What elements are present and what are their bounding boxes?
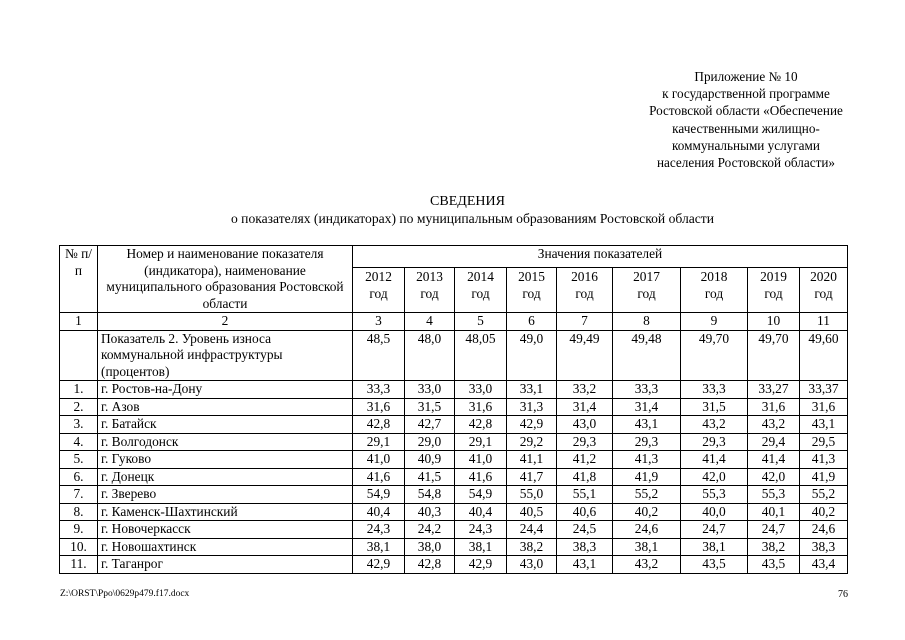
header-year: 2015 xyxy=(518,268,545,284)
table-row xyxy=(60,398,848,416)
value-cell: 29,2 xyxy=(507,433,557,451)
value-cell: 55,2 xyxy=(800,486,848,504)
value-cell: 31,6 xyxy=(748,398,800,416)
value-cell: 29,1 xyxy=(353,433,405,451)
row-num: 9. xyxy=(60,521,98,539)
municipality-name: г. Новочеркасск xyxy=(98,521,353,539)
value-cell: 41,1 xyxy=(507,451,557,469)
table-row xyxy=(60,521,848,539)
row-num: 6. xyxy=(60,468,98,486)
value-cell: 31,6 xyxy=(353,398,405,416)
municipality-name: г. Таганрог xyxy=(98,556,353,574)
table-row xyxy=(60,451,848,469)
value-cell: 42,8 xyxy=(353,416,405,434)
appendix-line: коммунальными услугами xyxy=(672,137,820,153)
value-cell: 41,0 xyxy=(455,451,507,469)
header-year-unit: год xyxy=(764,286,783,302)
table-row xyxy=(60,468,848,486)
value-cell: 54,8 xyxy=(405,486,455,504)
header-year: 2017 xyxy=(633,268,660,284)
value-cell: 33,1 xyxy=(507,381,557,399)
value-cell: 24,7 xyxy=(748,521,800,539)
value-cell: 42,8 xyxy=(405,556,455,574)
value-cell: 29,0 xyxy=(405,433,455,451)
header-year-cell xyxy=(455,267,507,312)
value-cell: 24,3 xyxy=(353,521,405,539)
municipality-name: г. Волгодонск xyxy=(98,433,353,451)
value-cell: 31,6 xyxy=(455,398,507,416)
value-cell: 38,1 xyxy=(353,538,405,556)
indicator-value: 48,0 xyxy=(405,330,455,381)
value-cell: 33,2 xyxy=(557,381,613,399)
value-cell: 43,0 xyxy=(557,416,613,434)
value-cell: 41,6 xyxy=(455,468,507,486)
value-cell: 38,1 xyxy=(455,538,507,556)
value-cell: 41,9 xyxy=(800,468,848,486)
value-cell: 38,0 xyxy=(405,538,455,556)
municipality-name: г. Гуково xyxy=(98,451,353,469)
row-num: 11. xyxy=(60,556,98,574)
row-num: 8. xyxy=(60,503,98,521)
header-year-cell xyxy=(681,267,748,312)
header-values-group: Значения показателей xyxy=(353,246,848,268)
indicator-row xyxy=(60,330,848,381)
header-year: 2018 xyxy=(700,268,728,284)
indicator-name: Показатель 2. Уровень износа коммунальной инфраструктуры (процентов) xyxy=(98,330,353,381)
document-subtitle: о показателях (индикаторах) по муниципальным образованиям Ростовской области xyxy=(230,211,715,226)
header-year-unit: год xyxy=(637,286,656,302)
header-year-cell xyxy=(748,267,800,312)
value-cell: 29,3 xyxy=(557,433,613,451)
value-cell: 31,4 xyxy=(557,398,613,416)
indicator-value: 49,70 xyxy=(681,330,748,381)
row-num: 1. xyxy=(60,381,98,399)
indicator-value: 48,5 xyxy=(353,330,405,381)
header-year: 2019 xyxy=(760,268,787,284)
value-cell: 33,3 xyxy=(681,381,748,399)
value-cell: 40,2 xyxy=(613,503,681,521)
value-cell: 40,1 xyxy=(748,503,800,521)
column-number: 5 xyxy=(455,313,507,331)
value-cell: 40,9 xyxy=(405,451,455,469)
header-year: 2016 xyxy=(571,268,598,284)
value-cell: 54,9 xyxy=(455,486,507,504)
value-cell: 29,3 xyxy=(613,433,681,451)
value-cell: 43,1 xyxy=(800,416,848,434)
header-year-unit: год xyxy=(522,286,541,302)
appendix-line: населения Ростовской области» xyxy=(656,155,836,171)
row-num: 10. xyxy=(60,538,98,556)
value-cell: 29,3 xyxy=(681,433,748,451)
value-cell: 24,2 xyxy=(405,521,455,539)
value-cell: 41,4 xyxy=(681,451,748,469)
header-year-cell xyxy=(507,267,557,312)
value-cell: 24,7 xyxy=(681,521,748,539)
value-cell: 41,7 xyxy=(507,468,557,486)
value-cell: 38,3 xyxy=(557,538,613,556)
indicator-value: 48,05 xyxy=(455,330,507,381)
value-cell: 41,5 xyxy=(405,468,455,486)
header-year-cell xyxy=(405,267,455,312)
indicator-value: 49,0 xyxy=(507,330,557,381)
value-cell: 41,9 xyxy=(613,468,681,486)
value-cell: 38,1 xyxy=(613,538,681,556)
value-cell: 24,6 xyxy=(613,521,681,539)
column-number: 11 xyxy=(800,313,848,331)
value-cell: 31,3 xyxy=(507,398,557,416)
document-heading xyxy=(0,193,905,227)
header-year-cell xyxy=(353,267,405,312)
row-num: 7. xyxy=(60,486,98,504)
table-row xyxy=(60,556,848,574)
value-cell: 31,6 xyxy=(800,398,848,416)
table-row xyxy=(60,416,848,434)
value-cell: 42,9 xyxy=(507,416,557,434)
column-number: 3 xyxy=(353,313,405,331)
column-number: 1 xyxy=(60,313,98,331)
value-cell: 38,2 xyxy=(748,538,800,556)
value-cell: 40,4 xyxy=(353,503,405,521)
header-year-unit: год xyxy=(471,286,490,302)
value-cell: 42,9 xyxy=(353,556,405,574)
appendix-line: Ростовской области «Обеспечение xyxy=(649,103,843,119)
value-cell: 42,9 xyxy=(455,556,507,574)
header-year-unit: год xyxy=(575,286,594,302)
value-cell: 55,3 xyxy=(748,486,800,504)
table-row xyxy=(60,503,848,521)
value-cell: 40,0 xyxy=(681,503,748,521)
value-cell: 24,3 xyxy=(455,521,507,539)
footer-file-path: Z:\ORST\Ppo\0629p479.f17.docx xyxy=(60,589,190,599)
header-year-unit: год xyxy=(814,286,833,302)
indicator-value: 49,60 xyxy=(800,330,848,381)
header-year-unit: год xyxy=(420,286,439,302)
table-row xyxy=(60,381,848,399)
value-cell: 33,0 xyxy=(455,381,507,399)
appendix-note xyxy=(600,68,892,171)
value-cell: 40,4 xyxy=(455,503,507,521)
municipality-name: г. Азов xyxy=(98,398,353,416)
value-cell: 31,5 xyxy=(681,398,748,416)
column-number: 7 xyxy=(557,313,613,331)
header-year: 2014 xyxy=(467,268,494,284)
value-cell: 41,4 xyxy=(748,451,800,469)
column-number: 8 xyxy=(613,313,681,331)
value-cell: 29,1 xyxy=(455,433,507,451)
indicator-value: 49,49 xyxy=(557,330,613,381)
row-num: 5. xyxy=(60,451,98,469)
value-cell: 24,4 xyxy=(507,521,557,539)
value-cell: 43,2 xyxy=(613,556,681,574)
header-year-unit: год xyxy=(704,286,724,302)
header-year-unit: год xyxy=(369,286,388,302)
value-cell: 31,5 xyxy=(405,398,455,416)
value-cell: 29,5 xyxy=(800,433,848,451)
value-cell: 41,6 xyxy=(353,468,405,486)
value-cell: 33,37 xyxy=(800,381,848,399)
value-cell: 40,5 xyxy=(507,503,557,521)
column-number: 10 xyxy=(748,313,800,331)
footer-page-number: 76 xyxy=(838,589,848,600)
value-cell: 42,8 xyxy=(455,416,507,434)
value-cell: 41,2 xyxy=(557,451,613,469)
value-cell: 43,0 xyxy=(507,556,557,574)
value-cell: 38,3 xyxy=(800,538,848,556)
table-row xyxy=(60,433,848,451)
appendix-line: качественными жилищно- xyxy=(672,120,820,136)
indicator-num xyxy=(60,330,98,381)
value-cell: 38,2 xyxy=(507,538,557,556)
value-cell: 42,0 xyxy=(748,468,800,486)
header-year-cell xyxy=(800,267,848,312)
value-cell: 43,2 xyxy=(748,416,800,434)
municipality-name: г. Батайск xyxy=(98,416,353,434)
header-year: 2012 xyxy=(365,268,392,284)
row-num: 2. xyxy=(60,398,98,416)
appendix-line: Приложение № 10 xyxy=(694,69,798,84)
document-title: СВЕДЕНИЯ xyxy=(430,194,505,209)
header-name: Номер и наименование показателя (индикатора), наименование муниципального образования Ростовской области xyxy=(98,246,353,313)
value-cell: 41,0 xyxy=(353,451,405,469)
municipality-name: г. Ростов-на-Дону xyxy=(98,381,353,399)
value-cell: 33,3 xyxy=(613,381,681,399)
value-cell: 33,0 xyxy=(405,381,455,399)
table-row xyxy=(60,538,848,556)
value-cell: 41,3 xyxy=(800,451,848,469)
municipality-name: г. Зверево xyxy=(98,486,353,504)
value-cell: 29,4 xyxy=(748,433,800,451)
row-num: 4. xyxy=(60,433,98,451)
column-number: 4 xyxy=(405,313,455,331)
value-cell: 40,6 xyxy=(557,503,613,521)
indicator-value: 49,48 xyxy=(613,330,681,381)
column-number: 9 xyxy=(681,313,748,331)
value-cell: 33,3 xyxy=(353,381,405,399)
value-cell: 43,4 xyxy=(800,556,848,574)
value-cell: 24,5 xyxy=(557,521,613,539)
value-cell: 55,3 xyxy=(681,486,748,504)
value-cell: 33,27 xyxy=(748,381,800,399)
indicator-value: 49,70 xyxy=(748,330,800,381)
municipality-name: г. Донецк xyxy=(98,468,353,486)
value-cell: 43,5 xyxy=(681,556,748,574)
value-cell: 40,2 xyxy=(800,503,848,521)
header-num: № п/п xyxy=(60,246,98,313)
value-cell: 31,4 xyxy=(613,398,681,416)
column-numbers-row xyxy=(60,313,848,331)
appendix-line: к государственной программе xyxy=(662,86,830,102)
value-cell: 41,3 xyxy=(613,451,681,469)
municipality-name: г. Новошахтинск xyxy=(98,538,353,556)
value-cell: 54,9 xyxy=(353,486,405,504)
value-cell: 40,3 xyxy=(405,503,455,521)
value-cell: 42,0 xyxy=(681,468,748,486)
value-cell: 43,1 xyxy=(613,416,681,434)
value-cell: 43,5 xyxy=(748,556,800,574)
indicators-table xyxy=(59,245,848,574)
value-cell: 38,1 xyxy=(681,538,748,556)
value-cell: 43,2 xyxy=(681,416,748,434)
table-row xyxy=(60,486,848,504)
header-year-cell xyxy=(557,267,613,312)
header-year-cell xyxy=(613,267,681,312)
value-cell: 41,8 xyxy=(557,468,613,486)
value-cell: 55,2 xyxy=(613,486,681,504)
value-cell: 55,1 xyxy=(557,486,613,504)
column-number: 6 xyxy=(507,313,557,331)
header-year: 2020 xyxy=(810,268,837,284)
header-row xyxy=(60,246,848,268)
value-cell: 42,7 xyxy=(405,416,455,434)
header-year: 2013 xyxy=(416,268,443,284)
value-cell: 43,1 xyxy=(557,556,613,574)
row-num: 3. xyxy=(60,416,98,434)
value-cell: 55,0 xyxy=(507,486,557,504)
value-cell: 24,6 xyxy=(800,521,848,539)
municipality-name: г. Каменск-Шахтинский xyxy=(98,503,353,521)
column-number: 2 xyxy=(98,313,353,331)
